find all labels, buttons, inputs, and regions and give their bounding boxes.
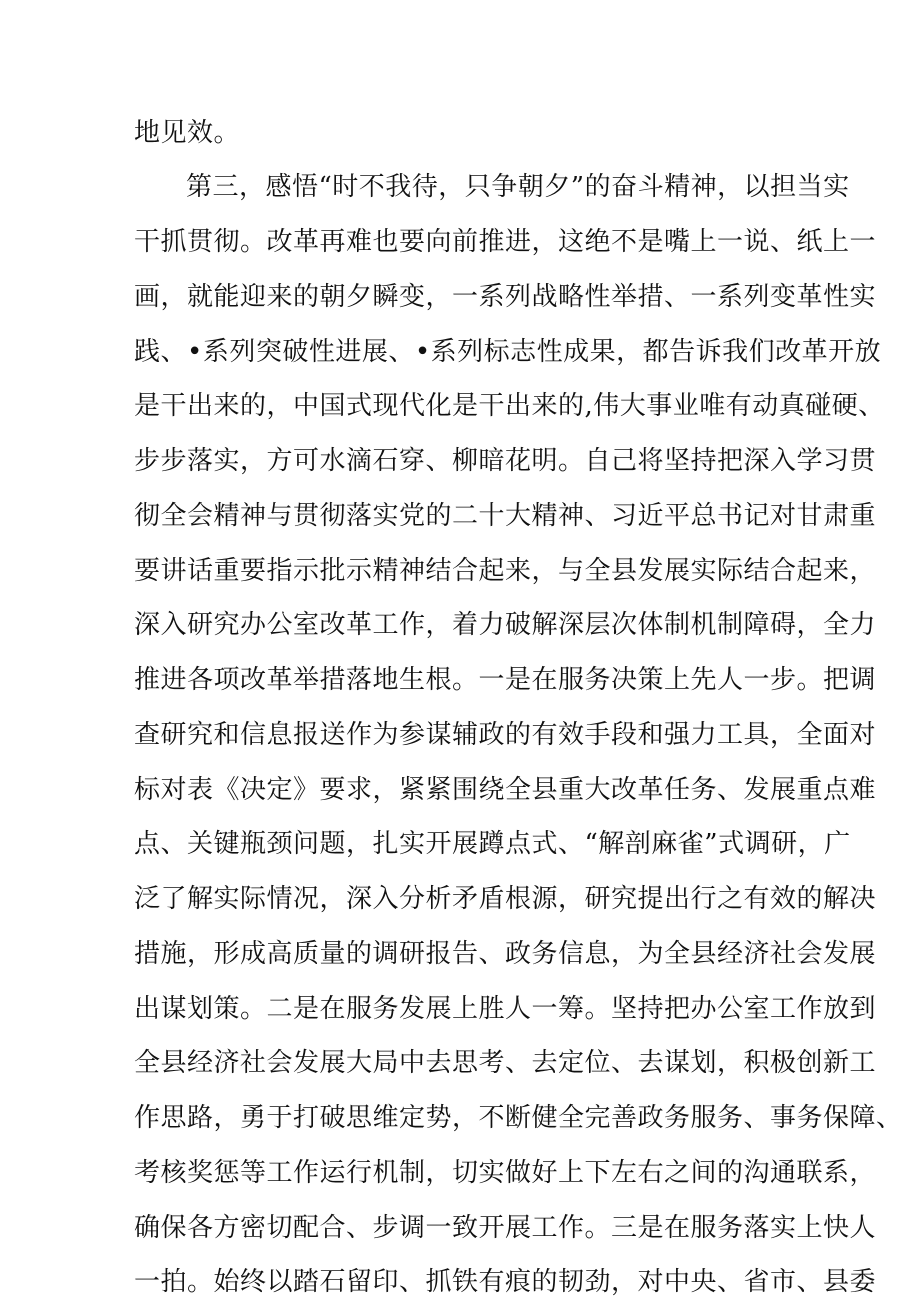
paragraph-line: 全县经济社会发展大局中去思考、去定位、去谋划，积极创新工 bbox=[134, 1048, 877, 1078]
paragraph-line: 彻全会精神与贯彻落实党的二十大精神、习近平总书记对甘肃重 bbox=[134, 501, 877, 531]
paragraph-line: 画，就能迎来的朝夕瞬变，一系列战略性举措、一系列变革性实 bbox=[134, 282, 877, 312]
paragraph-line: 标对表《决定》要求，紧紧围绕全县重大改革任务、发展重点难 bbox=[134, 775, 877, 805]
paragraph-line: 要讲话重要指示批示精神结合起来，与全县发展实际结合起来， bbox=[134, 556, 877, 586]
paragraph-line: 地见效。 bbox=[134, 118, 241, 148]
paragraph-line: 深入研究办公室改革工作，着力破解深层次体制机制障碍，全力 bbox=[134, 610, 877, 640]
paragraph-line: 一拍。始终以踏石留印、抓铁有痕的韧劲，对中央、省市、县委 bbox=[134, 1267, 877, 1297]
paragraph-line: 措施，形成高质量的调研报告、政务信息，为全县经济社会发展 bbox=[134, 939, 877, 969]
paragraph-line: 第三，感悟“时不我待，只争朝夕”的奋斗精神，以担当实 bbox=[186, 172, 850, 202]
paragraph-line: 践、•系列突破性进展、•系列标志性成果，都告诉我们改革开放 bbox=[134, 337, 882, 367]
paragraph-line: 确保各方密切配合、步调一致开展工作。三是在服务落实上快人 bbox=[134, 1213, 877, 1243]
paragraph-line: 干抓贯彻。改革再难也要向前推进，这绝不是嘴上一说、纸上一 bbox=[134, 227, 877, 257]
paragraph-line: 作思路，勇于打破思维定势，不断健全完善政务服务、事务保障、 bbox=[134, 1103, 903, 1133]
paragraph-line: 查研究和信息报送作为参谋辅政的有效手段和强力工具，全面对 bbox=[134, 720, 877, 750]
paragraph-line: 推进各项改革举措落地生根。一是在服务决策上先人一步。把调 bbox=[134, 665, 877, 695]
paragraph-line: 点、关键瓶颈问题，扎实开展蹲点式、“解剖麻雀”式调研，广 bbox=[134, 829, 851, 859]
paragraph-line: 泛了解实际情况，深入分析矛盾根源，研究提出行之有效的解决 bbox=[134, 884, 877, 914]
paragraph-line: 出谋划策。二是在服务发展上胜人一筹。坚持把办公室工作放到 bbox=[134, 994, 877, 1024]
paragraph-line: 考核奖惩等工作运行机制，切实做好上下左右之间的沟通联系， bbox=[134, 1158, 877, 1188]
paragraph-line: 步步落实，方可水滴石穿、柳暗花明。自己将坚持把深入学习贯 bbox=[134, 446, 877, 476]
paragraph-line: 是干出来的，中国式现代化是干出来的,伟大事业唯有动真碰硬、 bbox=[134, 391, 885, 421]
